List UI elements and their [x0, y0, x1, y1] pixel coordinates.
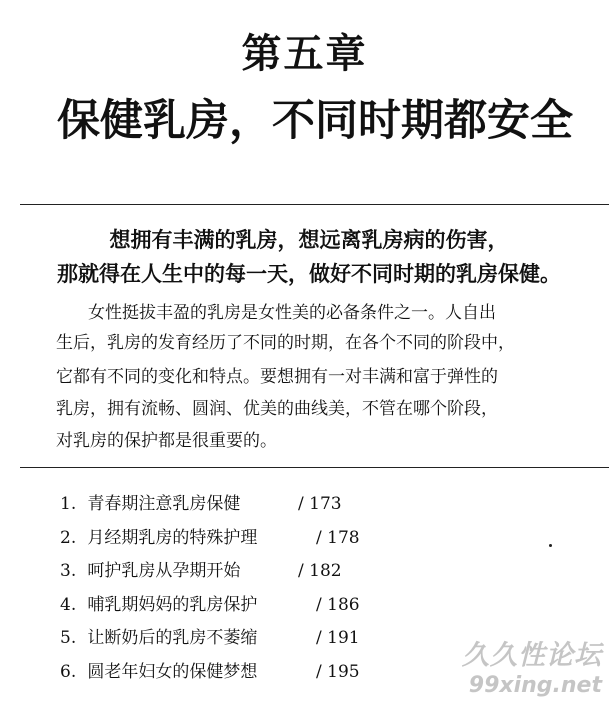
toc-item-number: 3.: [60, 561, 77, 582]
toc-item-number: 2.: [60, 527, 77, 548]
watermark-name: 久久性论坛: [462, 640, 602, 671]
body-line-5: 对乳房的保护都是很重要的。: [56, 431, 277, 451]
toc-item-title: 青春期注意乳房保健: [87, 494, 241, 514]
toc-item[interactable]: [60, 522, 560, 556]
body-line-4: 乳房，拥有流畅、圆润、优美的曲线美，不管在哪个阶段，: [56, 399, 498, 419]
toc-item[interactable]: [60, 589, 560, 623]
toc-item-page: / 195: [316, 661, 360, 682]
toc-item-title: 月经期乳房的特殊护理: [87, 527, 258, 548]
toc-item-page: / 178: [316, 527, 360, 548]
toc-item-page: / 186: [316, 594, 360, 615]
toc-item-title: 呵护乳房从孕期开始: [87, 561, 241, 582]
toc-item[interactable]: [60, 488, 560, 522]
watermark: [452, 640, 602, 700]
body-line-1: 女性挺拔丰盈的乳房是女性美的必备条件之一。人自出: [88, 303, 496, 323]
body-line-2: 生后，乳房的发育经历了不同的时期，在各个不同的阶段中，: [56, 333, 515, 353]
toc-item-page: / 173: [298, 494, 342, 514]
chapter-number: 第五章: [241, 31, 368, 77]
watermark-url: 99xing.net: [468, 673, 602, 698]
top-divider: [20, 204, 609, 205]
body-line-3: 它都有不同的变化和特点。要想拥有一对丰满和富于弹性的: [56, 367, 498, 387]
toc-item-title: 哺乳期妈妈的乳房保护: [87, 594, 258, 615]
toc-item-title: 让断奶后的乳房不萎缩: [87, 628, 258, 649]
scan-speck: [549, 544, 552, 547]
lead-line-1: 想拥有丰满的乳房，想远离乳房病的伤害，: [109, 228, 509, 252]
toc-item-page: / 191: [316, 628, 360, 649]
bottom-divider: [20, 467, 609, 468]
toc-item-number: 1.: [60, 494, 77, 514]
toc-item-title: 圆老年妇女的保健梦想: [87, 661, 258, 682]
lead-line-2: 那就得在人生中的每一天，做好不同时期的乳房保健。: [57, 262, 561, 286]
toc-item-number: 5.: [60, 628, 77, 649]
toc-item-page: / 182: [298, 561, 342, 582]
chapter-title: 保健乳房，不同时期都安全: [57, 96, 573, 146]
toc-item-number: 4.: [60, 594, 77, 615]
toc-item-number: 6.: [60, 661, 77, 682]
toc-item[interactable]: [60, 555, 560, 589]
